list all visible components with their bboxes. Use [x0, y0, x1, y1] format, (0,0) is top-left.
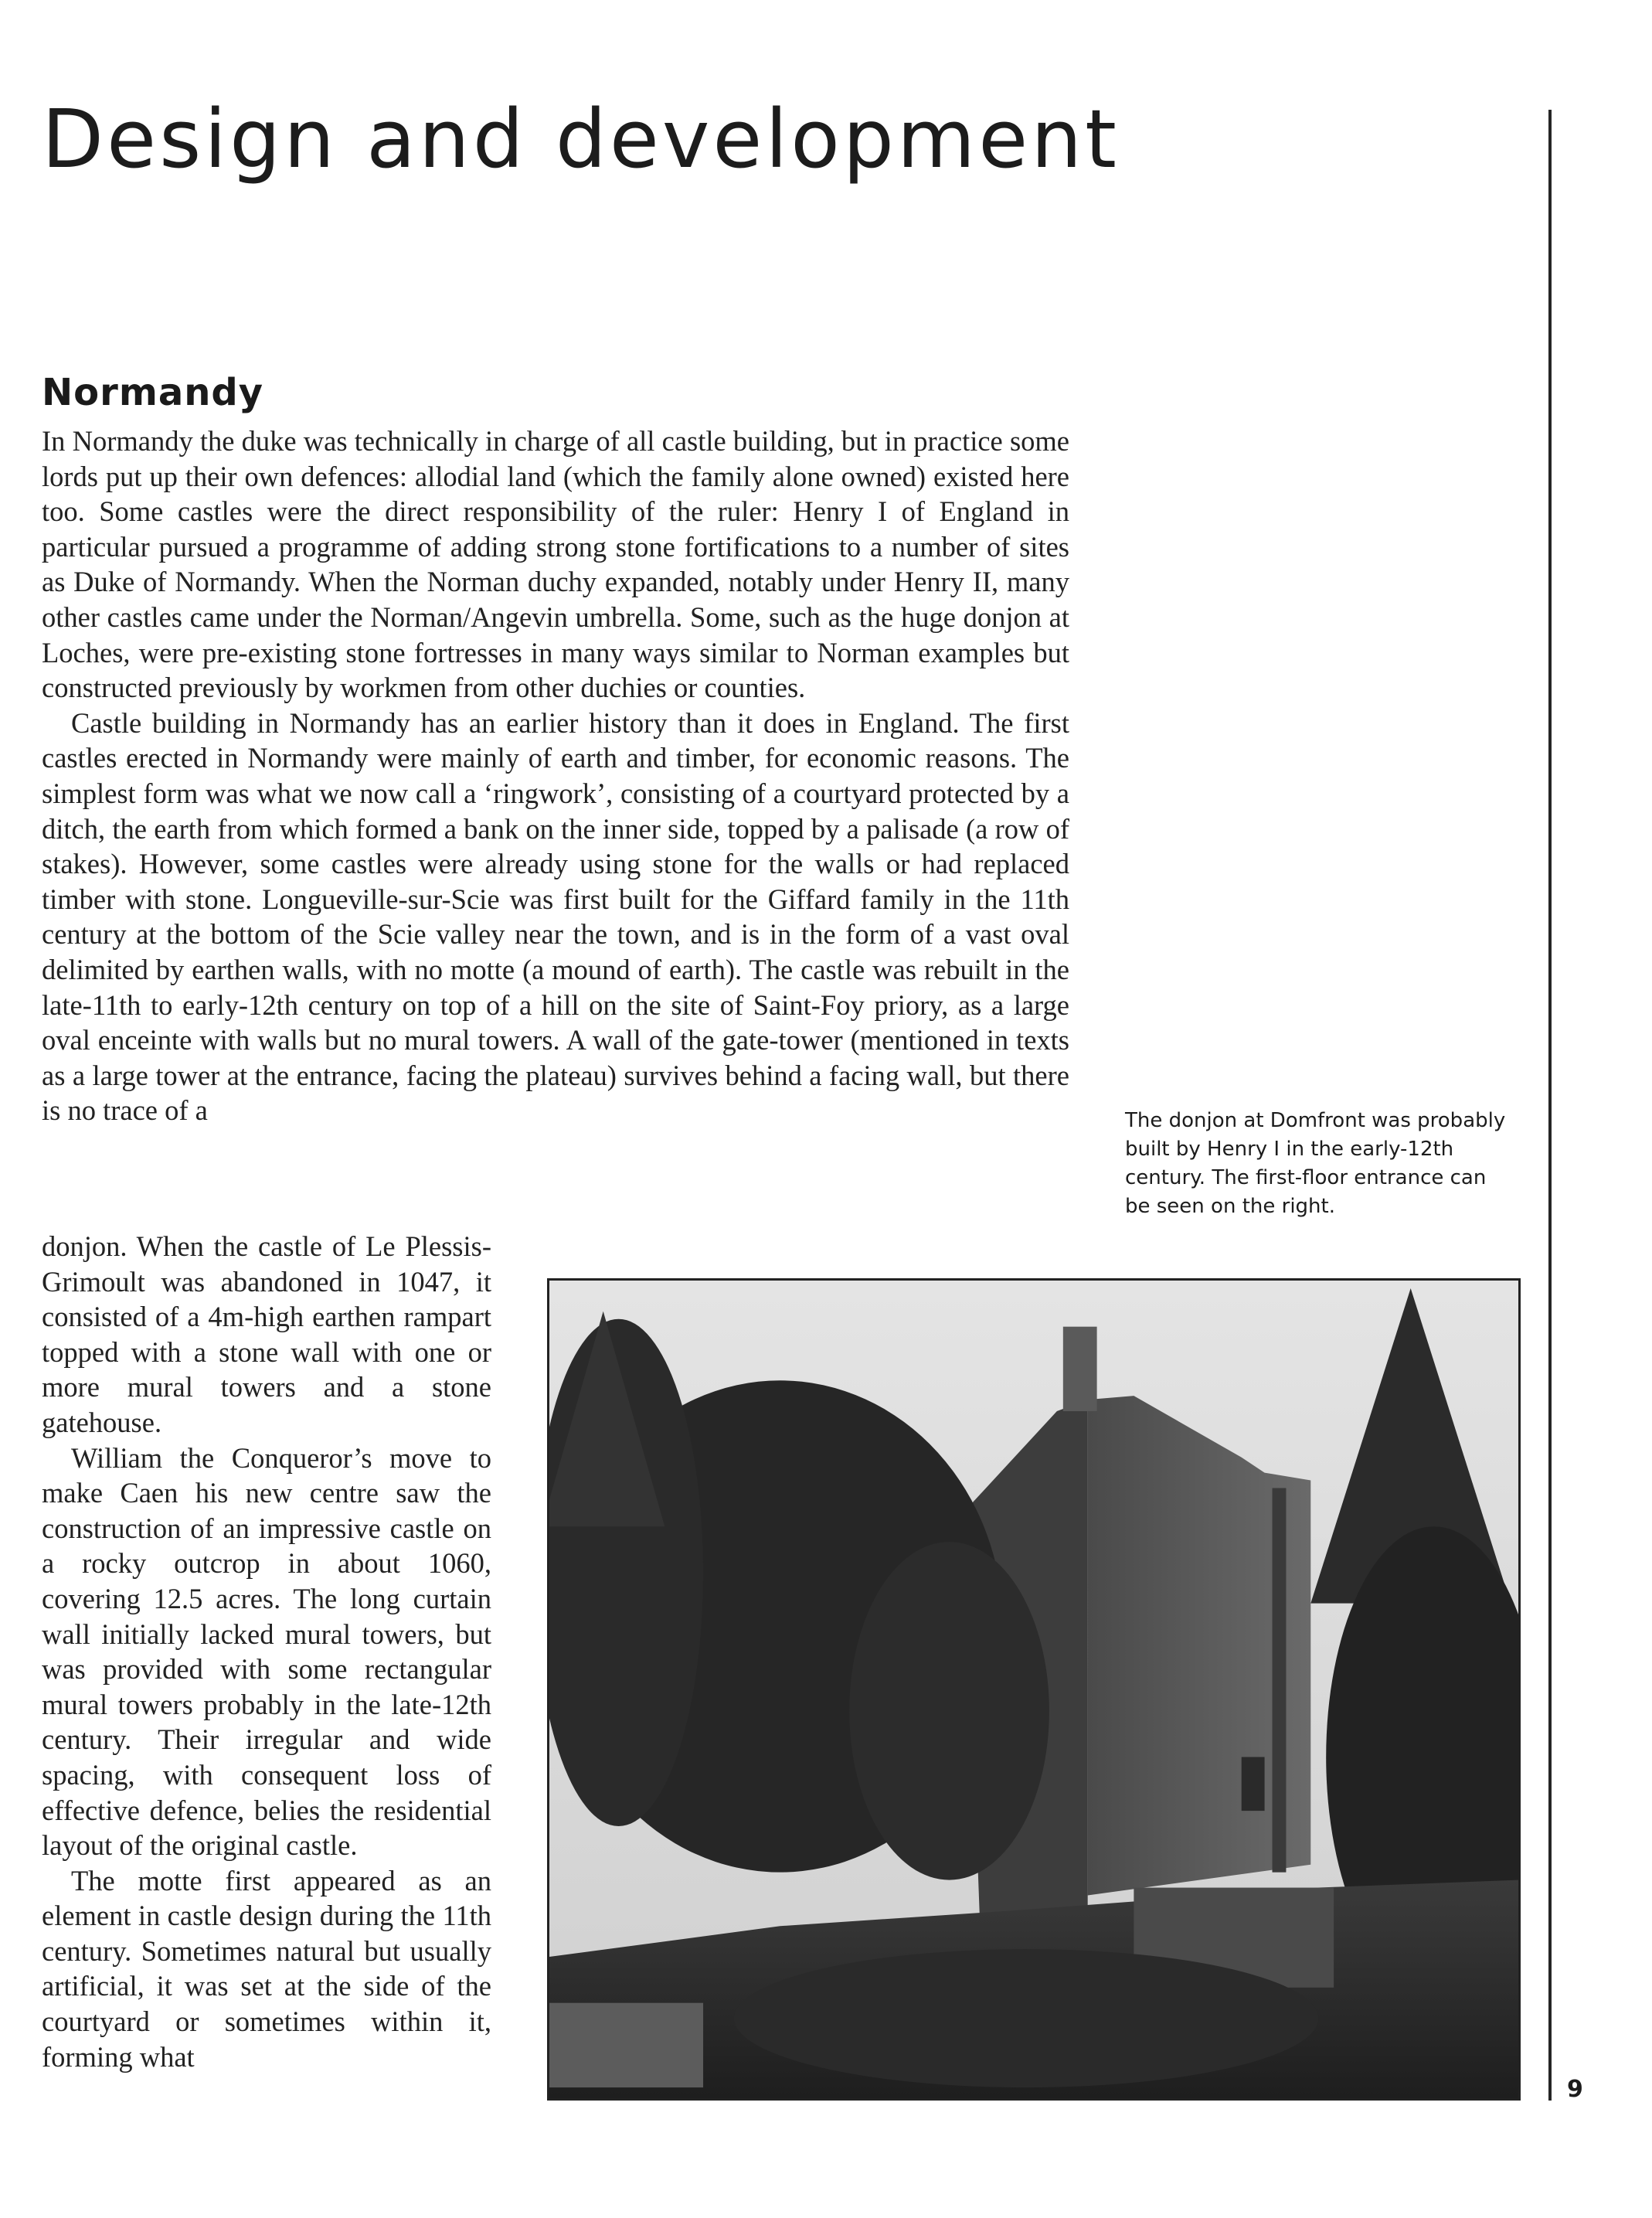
donjon-chimney — [1063, 1327, 1097, 1411]
paragraph: The motte first appeared as an element in castle design during the 11th century. Sometimes natural but usually artificial, it was set at the side of the courtyard or sometimes within it, forming what — [42, 1864, 491, 2073]
section-heading: Normandy — [42, 371, 264, 414]
paragraph: donjon. When the castle of Le Plessis-Grimoult was abandoned in 1047, it consisted of a 4m-high earthen rampart topped with a stone wall with one or more mural towers and a stone gatehouse. — [42, 1230, 491, 1438]
body-text-narrow-column — [42, 1229, 491, 2074]
lower-stone-wall — [549, 2003, 703, 2087]
body-text-full-width — [42, 424, 1069, 1128]
donjon-buttress — [1273, 1488, 1287, 1872]
figure-caption: The donjon at Domfront was probably built by Henry I in the early-12th century. The first-floor entrance can be seen on the right. — [1125, 1109, 1506, 1218]
paragraph: William the Conqueror’s move to make Caen his new centre saw the construction of an impressive castle on a rocky outcrop in about 1060, covering 12.5 acres. The long curtain wall initially lacked mural towers, but was provided with some rectangular mural towers probably in the late-12th century. Their irregular and wide spacing, with consequent loss of effective defence, belies the residential layout of the original castle. — [42, 1441, 491, 1862]
paragraph: In Normandy the duke was technically in charge of all castle building, but in practice some lords put up their own defences: allodial land (which the family alone owned) existed here too. Some castles were the direct responsibility of the ruler: Henry I of England in particular pursued a programme of adding strong stone fortifications to a number of sites as Duke of Normandy. When the Norman duchy expanded, notably under Henry II, many other castles came under the Norman/Angevin umbrella. Some, such as the huge donjon at Loches, were pre-existing stone fortresses in many ways similar to Norman examples but constructed previously by workmen from other duchies or counties. — [42, 425, 1069, 704]
donjon-photograph — [547, 1278, 1521, 2101]
page-number: 9 — [1567, 2076, 1583, 2103]
tree — [849, 1542, 1049, 1880]
shrubbery — [734, 1949, 1318, 2087]
vertical-rule-divider — [1548, 110, 1552, 2101]
paragraph: Castle building in Normandy has an earlier history than it does in England. The first castles erected in Normandy were mainly of earth and timber, for economic reasons. The simplest form was what we now call a ‘ringwork’, consisting of a courtyard protected by a ditch, the earth from which formed a bank on the inner side, topped by a palisade (a row of stakes). However, some castles were already using stone for the walls or had replaced timber with stone. Longueville-sur-Scie was first built for the Giffard family in the 11th century at the bottom of the Scie valley near the town, and is in the form of a vast oval delimited by earthen walls, with no motte (a mound of earth). The castle was rebuilt in the late-11th to early-12th century on top of a hill on the site of Saint-Foy priory, as a large oval enceinte with walls but no mural towers. A wall of the gate-tower (mentioned in texts as a large tower at the entrance, facing the plateau) survives behind a facing wall, but there is no trace of a — [42, 706, 1069, 1127]
first-floor-entrance — [1242, 1757, 1265, 1811]
page-title: Design and development — [42, 92, 1120, 186]
photo-illustration — [549, 1281, 1518, 2098]
